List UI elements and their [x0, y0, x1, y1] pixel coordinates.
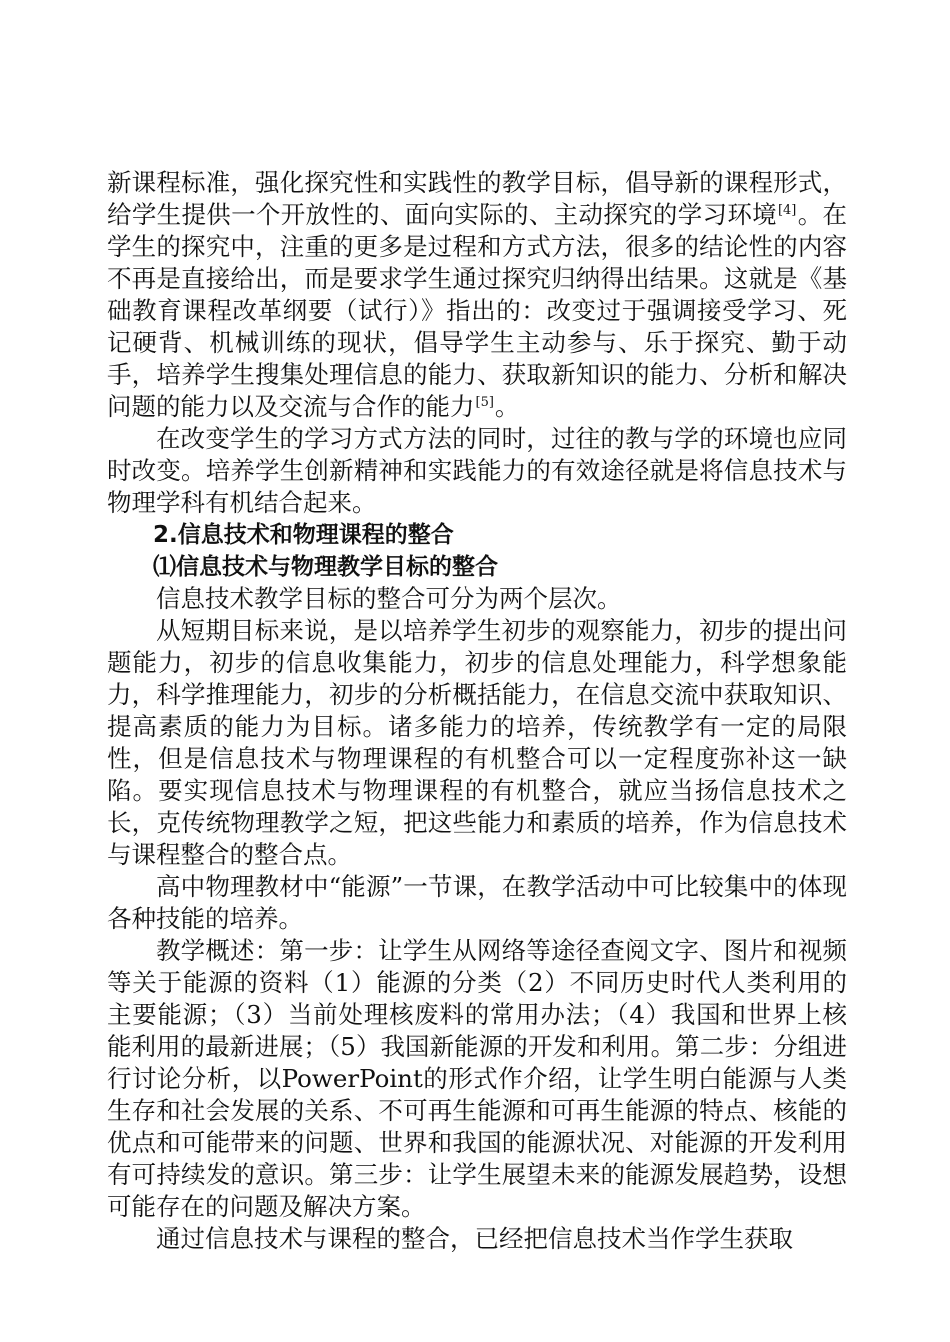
- paragraph: 通过信息技术与课程的整合，已经把信息技术当作学生获取: [156, 1224, 793, 1253]
- paragraph-continuation: [107, 167, 847, 423]
- paragraph: 信息技术教学目标的整合可分为两个层次。: [156, 584, 622, 613]
- paragraph-text: 。: [494, 392, 520, 421]
- paragraph-text: 。在学生的探究中，注重的更多是过程和方式方法，很多的结论性的内容不再是直接给出，而是要求学生通过探究归纳得出结果。这就是《基础教育课程改革纲要（试行）》指出的：改变过于强调接受学习、死记硬背、机械训练的现状，倡导学生主动参与、乐于探究、勤于动手，培养学生搜集处理信息的能力、获取新知识的能力、分析和解决问题的能力以及交流与合作的能力: [107, 200, 848, 421]
- paragraph: 教学概述：第一步：让学生从网络等途径查阅文字、图片和视频等关于能源的资料（1）能源的分类（2）不同历史时代人类利用的主要能源；（3）当前处理核废料的常用办法；（4）我国和世界上核能利用的最新进展；（5）我国新能源的开发和利用。第二步：分组进行讨论分析，以PowerPoint的形式作介绍，让学生明白能源与人类生存和社会发展的关系、不可再生能源和可再生能源的特点、核能的优点和可能带来的问题、世界和我国的能源状况、对能源的开发利用有可持续发的意识。第三步：让学生展望未来的能源发展趋势，设想可能存在的问题及解决方案。: [107, 936, 847, 1221]
- paragraph: 在改变学生的学习方式方法的同时，过往的教与学的环境也应同时改变。培养学生创新精神和实践能力的有效途径就是将信息技术与物理学科有机结合起来。: [107, 424, 847, 517]
- paragraph: 高中物理教材中“能源”一节课，在教学活动中可比较集中的体现各种技能的培养。: [107, 872, 847, 933]
- paragraph: 从短期目标来说，是以培养学生初步的观察能力，初步的提出问题能力，初步的信息收集能力，初步的信息处理能力，科学想象能力，科学推理能力，初步的分析概括能力，在信息交流中获取知识、提高素质的能力为目标。诸多能力的培养，传统教学有一定的局限性，但是信息技术与物理课程的有机整合可以一定程度弥补这一缺陷。要实现信息技术与物理课程的有机整合，就应当扬信息技术之长，克传统物理教学之短，把这些能力和素质的培养，作为信息技术与课程整合的整合点。: [107, 616, 847, 869]
- section-heading: 2.信息技术和物理课程的整合: [153, 522, 454, 548]
- paragraph-text: 新课程标准，强化探究性和实践性的教学目标，倡导新的课程形式，给学生提供一个开放性的、面向实际的、主动探究的学习环境: [107, 168, 847, 229]
- citation-4: [4]: [777, 203, 797, 218]
- subsection-heading: ⑴信息技术与物理教学目标的整合: [153, 554, 498, 580]
- citation-5: [5]: [475, 395, 494, 410]
- document-body: [107, 167, 847, 1255]
